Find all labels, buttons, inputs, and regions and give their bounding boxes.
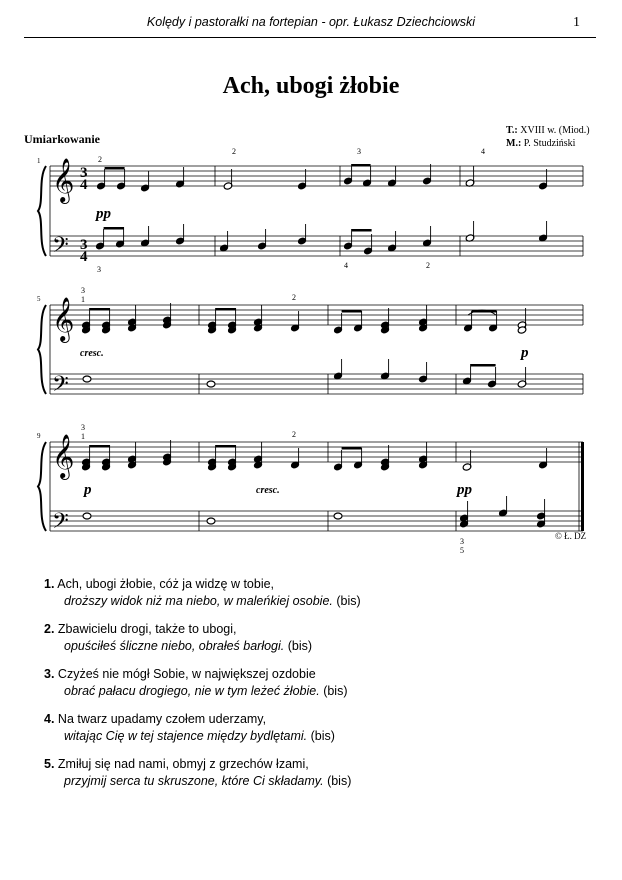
fingering: 2 <box>426 261 430 270</box>
dynamic-pp: pp <box>457 482 472 498</box>
page-number: 1 <box>573 15 580 30</box>
dynamic-cresc: cresc. <box>256 485 280 496</box>
fingering: 2 <box>232 147 236 156</box>
beam <box>105 167 125 170</box>
measure-number: 9 <box>37 432 41 440</box>
measure-number: 1 <box>37 157 41 165</box>
verse: 4. Na twarz upadamy czołem uderzamy, witając Cię w tej stajence między bydlętami. (bis) <box>44 712 335 743</box>
running-header: Kolędy i pastorałki na fortepian - opr. Łukasz Dziechciowski <box>146 15 476 29</box>
treble-clef-icon: 𝄞 <box>52 158 75 202</box>
fingering: 1 <box>81 295 85 304</box>
fingering: 3 <box>460 537 464 546</box>
bass-clef-icon: 𝄢 <box>52 372 69 402</box>
fingering: 3 <box>81 423 85 432</box>
dynamic-cresc: cresc. <box>80 348 104 359</box>
beam <box>216 308 236 311</box>
fingering: 2 <box>292 430 296 439</box>
verse: 3. Czyżeś nie mógł Sobie, w największej ozdobie obrać pałacu drogiego, nie w tym leżeć żłobie. (bis) <box>44 667 348 698</box>
lyrics <box>44 576 584 801</box>
note-head <box>83 376 91 382</box>
beam <box>104 227 124 230</box>
beam <box>352 229 372 232</box>
fingering: 2 <box>292 293 296 302</box>
dynamic-p: p <box>84 482 92 498</box>
music-credit: M.: P. Studziński <box>506 138 576 149</box>
time-signature-bottom: 4 <box>80 249 88 265</box>
fingering: 3 <box>81 286 85 295</box>
song-title: Ach, ubogi żłobie <box>222 73 400 99</box>
note-head <box>83 513 91 519</box>
fingering: 4 <box>481 147 485 156</box>
brace-icon <box>38 166 46 256</box>
beam <box>471 364 496 367</box>
treble-clef-icon: 𝄞 <box>52 434 75 478</box>
time-signature-bottom: 4 <box>80 177 88 193</box>
treble-clef-icon: 𝄞 <box>52 297 75 341</box>
beam <box>352 164 371 167</box>
bass-clef-icon: 𝄢 <box>52 233 69 263</box>
text-credit: T.: XVIII w. (Miod.) <box>506 125 590 136</box>
beam <box>342 310 362 313</box>
fingering: 5 <box>460 546 464 555</box>
note-head <box>207 518 215 524</box>
beam <box>90 308 110 311</box>
verse: 2. Zbawicielu drogi, także to ubogi, opuściłeś śliczne niebo, obrałeś barłogi. (bis) <box>44 622 313 653</box>
note-head <box>334 513 342 519</box>
time-signature-top: 3 <box>80 237 88 253</box>
fingering: 2 <box>98 155 102 164</box>
verse: 5. Zmiłuj się nad nami, obmyj z grzechów łzami, przyjmij serca tu skruszone, które Ci składamy. (bis) <box>44 757 352 788</box>
fingering: 3 <box>357 147 361 156</box>
fingering: 1 <box>81 432 85 441</box>
tempo-marking: Umiarkowanie <box>24 132 100 146</box>
brace-icon <box>38 305 46 394</box>
brace-icon <box>38 442 46 531</box>
bass-clef-icon: 𝄢 <box>52 509 69 539</box>
beam <box>342 447 362 450</box>
measure-number: 5 <box>37 295 41 303</box>
fingering: 4 <box>344 261 348 270</box>
dynamic-p: p <box>521 345 529 361</box>
time-signature-top: 3 <box>80 165 88 181</box>
verse: 1. Ach, ubogi żłobie, cóż ja widzę w tobie, droższy widok niż ma niebo, w maleńkiej osobie. (bis) <box>44 577 361 608</box>
dynamic-pp: pp <box>96 206 111 222</box>
beam <box>90 445 110 448</box>
beam <box>216 445 236 448</box>
copyright-notice: © Ł. DZ <box>555 531 587 541</box>
final-bar-line <box>581 442 584 531</box>
note-head <box>207 381 215 387</box>
fingering: 3 <box>97 265 101 274</box>
